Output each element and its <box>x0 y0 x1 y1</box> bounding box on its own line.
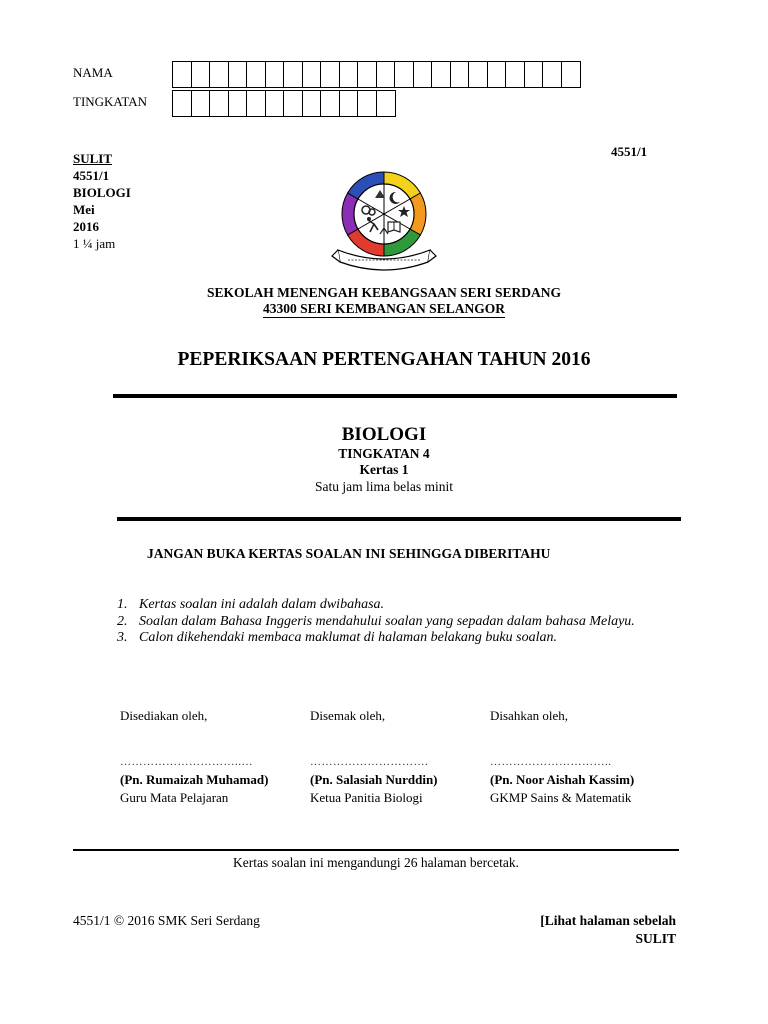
title-divider <box>113 394 677 398</box>
char-box[interactable] <box>283 61 303 88</box>
signatories <box>120 707 680 807</box>
signatory-block <box>120 707 268 807</box>
instruction-item <box>117 614 652 631</box>
char-box[interactable] <box>320 61 340 88</box>
paper-code-top: 4551/1 <box>611 144 648 159</box>
subject-block <box>210 424 558 496</box>
signature-line: …………………………. <box>310 756 429 768</box>
char-box[interactable] <box>357 90 377 117</box>
signatory-name: (Pn. Noor Aishah Kassim) <box>490 772 635 787</box>
school-address: 43300 SERI KEMBANGAN SELANGOR <box>263 301 505 316</box>
char-box[interactable] <box>561 61 581 88</box>
left-header <box>73 150 131 252</box>
char-box[interactable] <box>302 61 322 88</box>
subject-divider <box>117 517 681 521</box>
char-box[interactable] <box>431 61 451 88</box>
char-box[interactable] <box>394 61 414 88</box>
instruction-number: 1. <box>117 597 128 612</box>
char-box[interactable] <box>450 61 470 88</box>
signatory-role: Guru Mata Pelajaran <box>120 790 229 805</box>
char-box[interactable] <box>191 90 211 117</box>
signatory-heading: Disemak oleh, <box>310 708 386 723</box>
char-box[interactable] <box>209 61 229 88</box>
instructions <box>117 597 652 647</box>
exam-title: PEPERIKSAAN PERTENGAHAN TAHUN 2016 <box>177 349 591 370</box>
char-box[interactable] <box>542 61 562 88</box>
char-box[interactable] <box>191 61 211 88</box>
char-box[interactable] <box>228 90 248 117</box>
duration-words: Satu jam lima belas minit <box>315 479 453 494</box>
char-box[interactable] <box>246 90 266 117</box>
footer-next-page: [Lihat halaman sebelah <box>540 913 676 928</box>
char-box[interactable] <box>265 90 285 117</box>
signatory-name: (Pn. Rumaizah Muhamad) <box>120 772 269 787</box>
instruction-item <box>117 630 652 647</box>
paper-code: 4551/1 <box>73 168 110 183</box>
signatory-heading: Disediakan oleh, <box>120 708 208 723</box>
char-box[interactable] <box>172 61 192 88</box>
char-box[interactable] <box>302 90 322 117</box>
form-level: TINGKATAN 4 <box>338 446 430 461</box>
instruction-text: Calon dikehendaki membaca maklumat di halaman belakang buku soalan. <box>139 630 557 645</box>
warning-text: JANGAN BUKA KERTAS SOALAN INI SEHINGGA DIBERITAHU <box>147 546 551 561</box>
signatory-role: Ketua Panitia Biologi <box>310 790 423 805</box>
subject-label: BIOLOGI <box>73 185 131 200</box>
crest-emblem-icon <box>330 168 438 274</box>
char-box[interactable] <box>339 90 359 117</box>
instruction-text: Soalan dalam Bahasa Inggeris mendahului soalan yang sepadan dalam bahasa Melayu. <box>139 613 635 629</box>
signature-line: ………………………….. <box>490 756 612 768</box>
page-count-note: Kertas soalan ini mengandungi 26 halaman bercetak. <box>232 855 520 870</box>
month-label: Mei <box>73 202 95 217</box>
instruction-number: 3. <box>117 630 128 645</box>
char-box[interactable] <box>376 90 396 117</box>
name-input-boxes[interactable] <box>172 61 581 88</box>
school-address-wrap <box>120 300 648 318</box>
char-box[interactable] <box>172 90 192 117</box>
sulit-label: SULIT <box>73 151 113 166</box>
char-box[interactable] <box>320 90 340 117</box>
char-box[interactable] <box>283 90 303 117</box>
instruction-list <box>117 597 652 647</box>
char-box[interactable] <box>413 61 433 88</box>
school-crest-logo <box>330 168 438 274</box>
signatory-block <box>310 707 438 807</box>
char-box[interactable] <box>376 61 396 88</box>
char-box[interactable] <box>468 61 488 88</box>
char-box[interactable] <box>487 61 507 88</box>
year-label: 2016 <box>73 219 99 234</box>
signature-line: …………………………..… <box>120 756 253 768</box>
name-label: NAMA <box>73 65 113 80</box>
footer-sulit: SULIT <box>635 931 676 946</box>
char-box[interactable] <box>246 61 266 88</box>
paper-number: Kertas 1 <box>359 462 409 477</box>
form-label: TINGKATAN <box>73 94 148 109</box>
char-box[interactable] <box>228 61 248 88</box>
signatory-name: (Pn. Salasiah Nurddin) <box>310 772 438 787</box>
duration-label: 1 ¼ jam <box>73 236 116 251</box>
char-box[interactable] <box>524 61 544 88</box>
instruction-text: Kertas soalan ini adalah dalam dwibahasa. <box>139 597 385 612</box>
form-input-boxes[interactable] <box>172 90 396 117</box>
signatory-block <box>490 707 634 807</box>
instruction-number: 2. <box>117 613 128 629</box>
char-box[interactable] <box>209 90 229 117</box>
char-box[interactable] <box>339 61 359 88</box>
char-box[interactable] <box>357 61 377 88</box>
footer-divider <box>73 849 679 851</box>
char-box[interactable] <box>265 61 285 88</box>
school-name: SEKOLAH MENENGAH KEBANGSAAN SERI SERDANG <box>206 285 562 300</box>
char-box[interactable] <box>505 61 525 88</box>
signatory-heading: Disahkan oleh, <box>490 708 568 723</box>
signatory-role: GKMP Sains & Matematik <box>490 790 632 805</box>
footer-copyright: 4551/1 © 2016 SMK Seri Serdang <box>73 913 260 928</box>
subject-title: BIOLOGI <box>341 424 427 445</box>
instruction-item <box>117 597 652 614</box>
